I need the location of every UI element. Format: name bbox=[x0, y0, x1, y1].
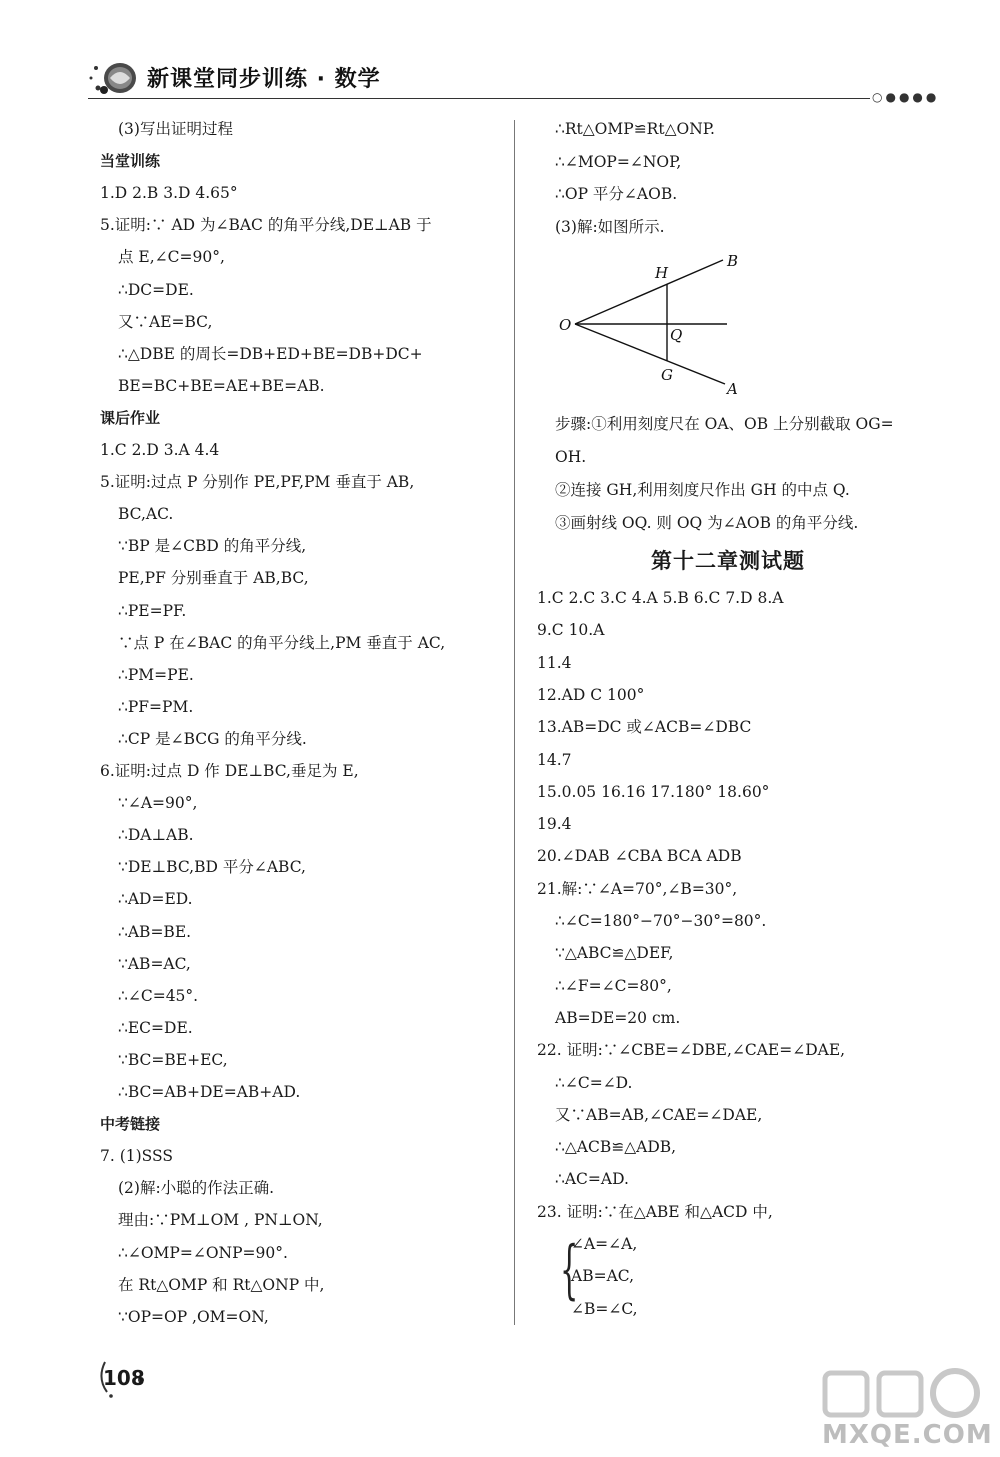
answer-line: ∴AD=ED. bbox=[118, 890, 193, 909]
answer-line: ∴PF=PM. bbox=[118, 697, 194, 716]
brace-symbol: { bbox=[560, 1233, 579, 1307]
answer-line: ∴BC=AB+DE=AB+AD. bbox=[118, 1083, 301, 1101]
answer-line: ∵OP=OP ,OM=ON, bbox=[118, 1307, 269, 1326]
answer-line: ∴△DBE 的周长=DB+ED+BE=DB+DC+ bbox=[118, 344, 423, 363]
header-rule bbox=[88, 98, 870, 99]
column-divider bbox=[514, 120, 515, 1325]
answer-line: 11.4 bbox=[537, 653, 572, 672]
answer-line: 13.AB=DC 或∠ACB=∠DBC bbox=[537, 718, 752, 737]
answer-line: BC,AC. bbox=[118, 505, 174, 524]
section-heading: 当堂训练 bbox=[100, 152, 161, 171]
answer-line: ∴PE=PF. bbox=[118, 601, 187, 620]
answer-line: ∴DA⊥AB. bbox=[118, 826, 194, 845]
answer-line: 14.7 bbox=[537, 750, 572, 769]
answer-line: 6.证明:过点 D 作 DE⊥BC,垂足为 E, bbox=[100, 762, 359, 780]
section-heading: 课后作业 bbox=[100, 408, 161, 427]
answer-line: ∴∠OMP=∠ONP=90°. bbox=[118, 1243, 288, 1262]
answer-line: ∵点 P 在∠BAC 的角平分线上,PM 垂直于 AC, bbox=[118, 633, 446, 652]
answer-line: 5.证明:∵ AD 为∠BAC 的角平分线,DE⊥AB 于 bbox=[100, 216, 432, 235]
answer-line: 7. (1)SSS bbox=[100, 1147, 173, 1166]
answer-line: 1.D 2.B 3.D 4.65° bbox=[100, 184, 238, 203]
answer-line: 23. 证明:∵在△ABE 和△ACD 中, bbox=[537, 1202, 773, 1221]
answer-line: ∵△ABC≌△DEF, bbox=[555, 944, 674, 963]
book-logo-icon bbox=[86, 58, 140, 100]
answer-line: ∵BP 是∠CBD 的角平分线, bbox=[118, 537, 307, 556]
answer-line: OH. bbox=[555, 448, 587, 466]
answer-line: ∴CP 是∠BCG 的角平分线. bbox=[118, 729, 307, 748]
answer-line: ∴∠MOP=∠NOP, bbox=[555, 152, 682, 171]
answer-line: ∴DC=DE. bbox=[118, 280, 194, 299]
answer-line: PE,PF 分别垂直于 AB,BC, bbox=[118, 569, 309, 588]
answer-line: ②连接 GH,利用刻度尺作出 GH 的中点 Q. bbox=[555, 481, 850, 499]
label-o: O bbox=[559, 316, 572, 334]
answer-line: 9.C 10.A bbox=[537, 621, 605, 640]
answer-line: 1.C 2.D 3.A 4.4 bbox=[100, 441, 220, 459]
answer-line: 点 E,∠C=90°, bbox=[118, 248, 225, 267]
answer-line: 步骤:①利用刻度尺在 OA、OB 上分别截取 OG= bbox=[555, 415, 894, 433]
label-q: Q bbox=[670, 326, 683, 344]
page-header-title: 新课堂同步训练 · 数学 bbox=[147, 67, 381, 92]
answer-line: (2)解:小聪的作法正确. bbox=[118, 1179, 275, 1198]
answer-line: AB=DE=20 cm. bbox=[555, 1008, 681, 1027]
answer-line: ∴PM=PE. bbox=[118, 665, 194, 684]
answer-line: ∴△ACB≌△ADB, bbox=[555, 1138, 677, 1157]
label-g: G bbox=[661, 366, 673, 384]
answer-line: ∠A=∠A, bbox=[571, 1235, 638, 1253]
answer-line: ∴∠C=180°−70°−30°=80°. bbox=[555, 912, 767, 930]
answer-line: 5.证明:过点 P 分别作 PE,PF,PM 垂直于 AB, bbox=[100, 473, 415, 492]
label-a: A bbox=[727, 380, 738, 398]
label-b: B bbox=[727, 252, 739, 270]
answer-line: 15.0.05 16.16 17.180° 18.60° bbox=[537, 782, 770, 801]
answer-line: (3)写出证明过程 bbox=[118, 120, 233, 138]
answer-line: ∵∠A=90°, bbox=[118, 794, 198, 813]
answer-line: 21.解:∵∠A=70°,∠B=30°, bbox=[537, 879, 738, 898]
answer-line: ∴AB=BE. bbox=[118, 922, 192, 941]
answer-line: ∵DE⊥BC,BD 平分∠ABC, bbox=[118, 858, 306, 877]
answer-line: ③画射线 OQ. 则 OQ 为∠AOB 的角平分线. bbox=[555, 514, 859, 532]
answer-line: ∴AC=AD. bbox=[555, 1170, 629, 1189]
label-h: H bbox=[655, 264, 669, 282]
answer-line: 20.∠DAB ∠CBA BCA ADB bbox=[537, 847, 742, 866]
answer-line: ∴∠C=45°. bbox=[118, 986, 199, 1005]
angle-bisector-figure bbox=[553, 248, 753, 398]
answer-line: BE=BC+BE=AE+BE=AB. bbox=[118, 376, 325, 395]
chapter-title: 第十二章测试题 bbox=[651, 549, 805, 573]
page-number: 108 bbox=[97, 1358, 145, 1398]
answer-line: 又∵AE=BC, bbox=[118, 312, 213, 331]
answer-line: 在 Rt△OMP 和 Rt△ONP 中, bbox=[118, 1275, 325, 1294]
section-heading: 中考链接 bbox=[100, 1115, 161, 1134]
answer-line: ∴∠C=∠D. bbox=[555, 1073, 633, 1092]
answer-line: 理由:∵PM⊥OM , PN⊥ON, bbox=[118, 1211, 323, 1230]
answer-line: (3)解:如图所示. bbox=[555, 217, 665, 236]
answer-line: 22. 证明:∵∠CBE=∠DBE,∠CAE=∠DAE, bbox=[537, 1041, 846, 1060]
answer-line: ∴∠F=∠C=80°, bbox=[555, 976, 672, 995]
header-dots: ○●●●● bbox=[872, 90, 940, 104]
answer-line: ∴EC=DE. bbox=[118, 1018, 193, 1037]
answer-line: AB=AC, bbox=[571, 1267, 634, 1286]
answer-line: 12.AD C 100° bbox=[537, 685, 645, 704]
answer-line: 19.4 bbox=[537, 815, 572, 834]
answer-line: ∴OP 平分∠AOB. bbox=[555, 185, 678, 203]
watermark-text: MXQE.COM bbox=[822, 1420, 993, 1450]
answer-line: ∵AB=AC, bbox=[118, 954, 191, 973]
answer-line: ∵BC=BE+EC, bbox=[118, 1050, 228, 1069]
answer-line: 1.C 2.C 3.C 4.A 5.B 6.C 7.D 8.A bbox=[537, 589, 784, 607]
answer-line: ∠B=∠C, bbox=[571, 1299, 638, 1318]
answer-line: 又∵AB=AB,∠CAE=∠DAE, bbox=[555, 1105, 763, 1124]
answer-line: ∴Rt△OMP≌Rt△ONP. bbox=[555, 120, 715, 138]
